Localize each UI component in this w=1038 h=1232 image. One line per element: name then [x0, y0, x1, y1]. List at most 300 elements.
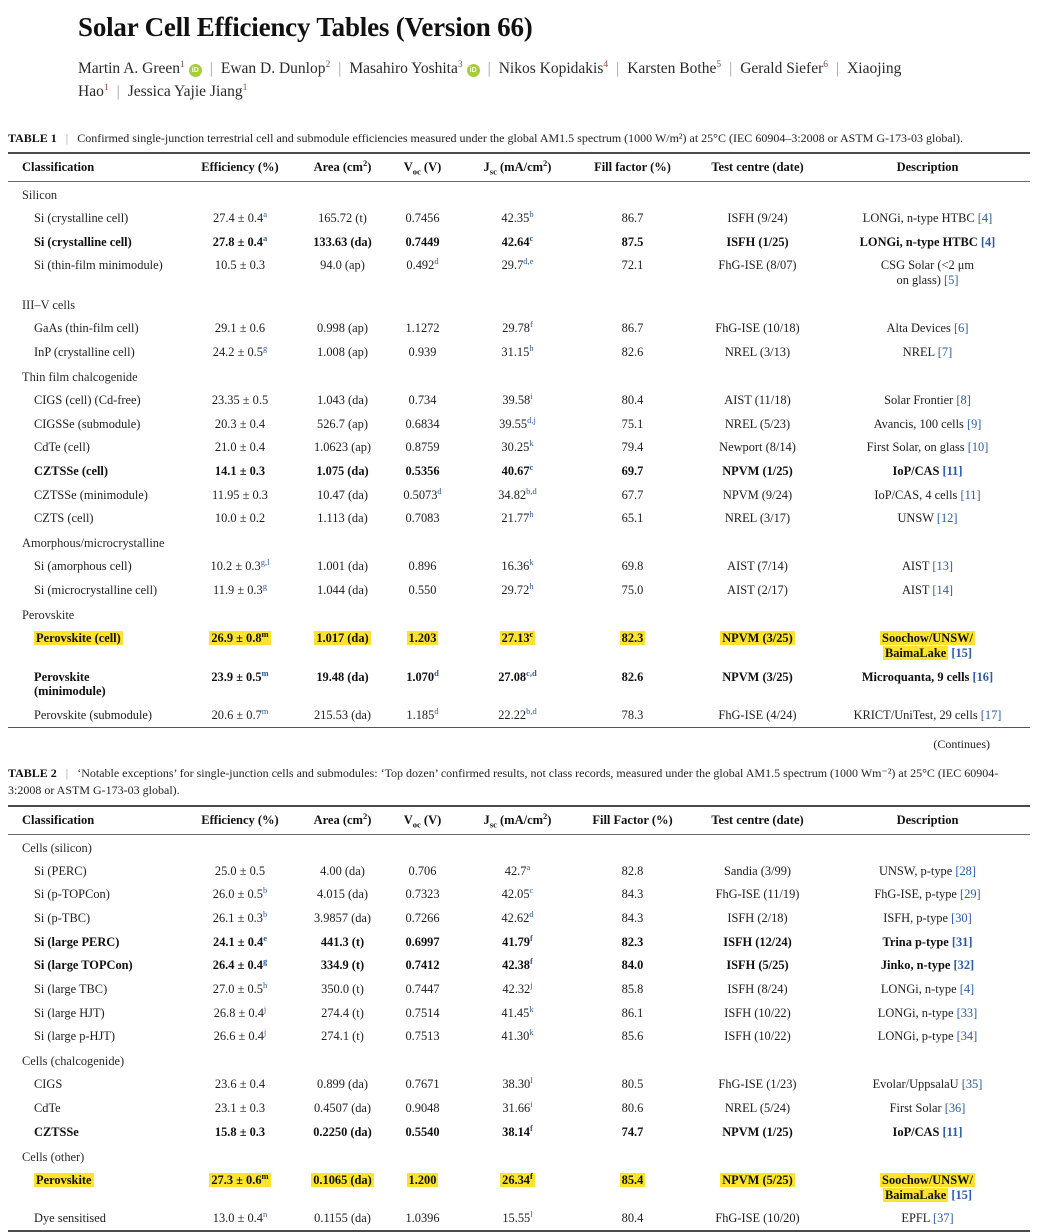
description-text: Trina p-type — [883, 935, 949, 949]
footnote-sup[interactable]: e — [263, 933, 267, 943]
reference-link[interactable]: [11] — [942, 464, 962, 478]
fill-factor-cell — [575, 412, 690, 436]
cell-value: 42.38$^f$ — [502, 958, 533, 972]
footnote-sup[interactable]: h — [263, 980, 267, 990]
table-row — [8, 436, 1030, 460]
footnote-sup[interactable]: f — [530, 319, 533, 329]
table-row — [8, 1207, 1030, 1232]
classification-text: Si (p-TBC) — [34, 911, 90, 925]
description-text: LONGi, n-type HTBC — [863, 211, 975, 225]
classification-cell — [8, 1120, 180, 1144]
footnote-sup[interactable]: a — [263, 209, 267, 219]
footnote-sup[interactable]: a — [263, 233, 267, 243]
description-text: FhG-ISE, p-type — [874, 887, 957, 901]
jsc-cell — [460, 459, 575, 483]
footnote-sup[interactable]: d,j — [527, 415, 536, 425]
classification-text: CIGS — [34, 1077, 62, 1091]
classification-cell — [8, 483, 180, 507]
reference-link[interactable]: [15] — [951, 646, 972, 660]
cell-value: FhG-ISE (10/20) — [715, 1211, 799, 1225]
area-cell — [300, 412, 385, 436]
cell-value: 0.9048 — [405, 1101, 439, 1115]
test-centre-cell — [690, 1168, 825, 1206]
table-caption-label: TABLE 2 — [8, 766, 57, 780]
fill-factor-cell — [575, 340, 690, 364]
footnote-sup[interactable]: g — [263, 343, 267, 353]
area-cell — [300, 930, 385, 954]
cell-value: 87.5 — [622, 235, 644, 249]
fill-factor-cell — [575, 1120, 690, 1144]
classification-cell — [8, 1001, 180, 1025]
voc-cell — [385, 627, 460, 665]
test-centre-cell — [690, 627, 825, 665]
reference-link[interactable]: [10] — [968, 440, 989, 454]
cell-value: 334.9 (t) — [321, 958, 364, 972]
reference-link[interactable]: [36] — [945, 1101, 966, 1115]
footnote-sup[interactable]: b — [263, 885, 267, 895]
classification-text: CdTe — [34, 1101, 61, 1115]
cell-value: 29.72$^h$ — [501, 583, 533, 597]
table-row — [8, 703, 1030, 727]
efficiency-cell — [180, 317, 300, 341]
description-cell — [825, 665, 1030, 703]
section-row — [8, 1144, 1030, 1169]
footnote-sup[interactable]: i — [530, 391, 532, 401]
classification-cell — [8, 579, 180, 603]
test-centre-cell — [690, 230, 825, 254]
footnote-sup[interactable]: c — [530, 885, 534, 895]
cell-value: 75.0 — [622, 583, 644, 597]
footnote-sup[interactable]: l — [530, 1075, 532, 1085]
cell-value: Sandia (3/99) — [724, 864, 791, 878]
classification-text: CZTSSe — [34, 1125, 79, 1139]
fill-factor-cell — [575, 1168, 690, 1206]
cell-value: 0.6997 — [405, 935, 439, 949]
voc-cell — [385, 436, 460, 460]
cell-value: 42.64$^c$ — [502, 235, 534, 249]
cell-value: 86.1 — [622, 1006, 644, 1020]
footnote-sup[interactable]: i — [530, 1099, 532, 1109]
footnote-sup[interactable]: j — [264, 1027, 266, 1037]
cell-value: 1.113 (da) — [317, 511, 367, 525]
description-text: LONGi, n-type — [878, 1006, 954, 1020]
footnote-sup[interactable]: g,l — [261, 557, 270, 567]
footnote-sup[interactable]: f — [530, 1171, 533, 1181]
fill-factor-cell — [575, 207, 690, 231]
footnote-sup[interactable]: d,e — [523, 256, 533, 266]
jsc-cell — [460, 1168, 575, 1206]
area-cell — [300, 579, 385, 603]
fill-factor-cell — [575, 1073, 690, 1097]
description-cell — [825, 436, 1030, 460]
author-name: Xiaojing Hao$^1$ — [78, 60, 901, 100]
section-label: Cells (silicon) — [8, 834, 1030, 859]
cell-value: 0.2250 (da) — [313, 1125, 372, 1139]
description-text: Solar Frontier — [884, 393, 953, 407]
reference-link[interactable]: [13] — [932, 559, 953, 573]
area-cell — [300, 1120, 385, 1144]
classification-text: CZTS (cell) — [34, 511, 94, 525]
jsc-cell — [460, 907, 575, 931]
classification-cell — [8, 883, 180, 907]
cell-value: 26.0 ± 0.5$^b$ — [213, 887, 267, 901]
author-name: Martin A. Green$^1$ — [78, 60, 185, 77]
voc-cell — [385, 954, 460, 978]
description-text: NREL — [903, 345, 935, 359]
footnote-sup[interactable]: h — [529, 581, 533, 591]
cell-value: 85.6 — [622, 1029, 644, 1043]
cell-value: 34.82$^{b,d}$ — [498, 488, 537, 502]
test-centre-cell — [690, 1001, 825, 1025]
footnote-sup[interactable]: m — [262, 706, 269, 716]
author-affiliation-sup: 5 — [716, 60, 721, 70]
cell-value: 0.8759 — [405, 440, 439, 454]
fill-factor-cell — [575, 507, 690, 531]
voc-cell — [385, 703, 460, 727]
cell-value: 82.3 — [620, 631, 646, 645]
jsc-cell — [460, 412, 575, 436]
section-row — [8, 530, 1030, 555]
footnote-sup[interactable]: k — [529, 557, 533, 567]
classification-cell — [8, 665, 180, 703]
classification-text: Si (p-TOPCon) — [34, 887, 110, 901]
table-row — [8, 1073, 1030, 1097]
cell-value: 11.95 ± 0.3 — [212, 488, 268, 502]
description-text: ISFH, p-type — [883, 911, 948, 925]
cell-value: 0.7513 — [405, 1029, 439, 1043]
description-text: IoP/CAS — [893, 1125, 940, 1139]
cell-value: 72.1 — [622, 258, 644, 272]
column-header: $J_{sc}$ $(mA/cm^2)$ — [460, 806, 575, 835]
caption-divider: | — [66, 766, 68, 780]
reference-link[interactable]: [30] — [951, 911, 972, 925]
description-cell — [825, 883, 1030, 907]
area-cell — [300, 483, 385, 507]
test-centre-cell — [690, 579, 825, 603]
voc-cell — [385, 907, 460, 931]
footnote-sup[interactable]: b,d — [526, 706, 537, 716]
voc-cell — [385, 665, 460, 703]
footnote-sup[interactable]: n — [263, 1209, 267, 1219]
footnote-sup[interactable]: d — [437, 485, 441, 495]
cell-value: 0.492$^d$ — [406, 258, 438, 272]
cell-value: 40.67$^c$ — [502, 464, 534, 478]
cell-value: 85.4 — [620, 1173, 646, 1187]
cell-value: 0.939 — [409, 345, 437, 359]
fill-factor-cell — [575, 907, 690, 931]
footnote-sup[interactable]: d — [434, 706, 438, 716]
cell-value: 42.32$^j$ — [502, 982, 532, 996]
classification-text: CdTe (cell) — [34, 440, 90, 454]
fill-factor-cell — [575, 859, 690, 883]
jsc-cell — [460, 1097, 575, 1121]
description-text: KRICT/UniTest, 29 cells — [854, 708, 978, 722]
reference-link[interactable]: [37] — [933, 1211, 954, 1225]
cell-value: 0.6834 — [405, 417, 439, 431]
footnote-sup[interactable]: j — [530, 980, 532, 990]
footnote-sup[interactable]: d — [529, 909, 533, 919]
footnote-sup[interactable]: b — [529, 209, 533, 219]
area-cell — [300, 1097, 385, 1121]
test-centre-cell — [690, 317, 825, 341]
table-row — [8, 665, 1030, 703]
section-row — [8, 1048, 1030, 1073]
orcid-icon[interactable]: iD — [189, 64, 202, 77]
cell-value: 350.0 (t) — [321, 982, 364, 996]
area-cell — [300, 254, 385, 292]
table-row — [8, 412, 1030, 436]
fill-factor-cell — [575, 317, 690, 341]
voc-cell — [385, 883, 460, 907]
fill-factor-cell — [575, 977, 690, 1001]
caption-divider: | — [66, 131, 68, 145]
reference-link[interactable]: [31] — [952, 935, 973, 949]
reference-link[interactable]: [28] — [955, 864, 976, 878]
cell-value: $23.9 \pm 0.5^m$ — [211, 670, 268, 684]
table-row — [8, 579, 1030, 603]
classification-cell — [8, 317, 180, 341]
efficiency-cell — [180, 883, 300, 907]
footnote-sup[interactable]: f — [530, 956, 533, 966]
test-centre-cell — [690, 340, 825, 364]
voc-cell — [385, 859, 460, 883]
footnote-sup[interactable]: c — [530, 233, 534, 243]
voc-cell — [385, 1168, 460, 1206]
reference-link[interactable]: [9] — [967, 417, 981, 431]
cell-value: 27.4 ± 0.4$^a$ — [213, 211, 267, 225]
classification-text: Si (large TOPCon) — [34, 958, 133, 972]
reference-link[interactable]: [15] — [951, 1188, 972, 1202]
table-row — [8, 1120, 1030, 1144]
description-text: Alta Devices — [887, 321, 951, 335]
author-separator: | — [729, 60, 732, 77]
cell-value: 1.1272 — [405, 321, 439, 335]
cell-value: 1.008 (ap) — [317, 345, 368, 359]
table-row — [8, 317, 1030, 341]
efficiency-cell — [180, 389, 300, 413]
footnote-sup[interactable]: j — [264, 1003, 266, 1013]
description-text: Evolar/UppsalaU — [873, 1077, 959, 1091]
table-caption-text: ‘Notable exceptions’ for single-junction cells and submodules: ‘Top dozen’ confirmed results, not class records, measured under the global AM1.5 spectrum (1000 Wm⁻²) at 25°C (IEC 60904-3:2008 or ASTM G-173-03 global). — [8, 766, 998, 797]
description-text: AIST — [902, 583, 929, 597]
classification-cell — [8, 555, 180, 579]
reference-link[interactable]: [33] — [957, 1006, 978, 1020]
cell-value: $26.6 \pm 0.4^j$ — [214, 1029, 267, 1043]
footnote-sup[interactable]: h — [529, 509, 533, 519]
description-cell — [825, 859, 1030, 883]
cell-value: NREL (5/24) — [725, 1101, 790, 1115]
reference-link[interactable]: [12] — [937, 511, 958, 525]
reference-link[interactable]: [16] — [972, 670, 993, 684]
footnote-sup[interactable]: f — [530, 933, 533, 943]
classification-text: Si (large PERC) — [34, 935, 119, 949]
classification-cell — [8, 230, 180, 254]
voc-cell — [385, 207, 460, 231]
footnote-sup[interactable]: l — [530, 1209, 532, 1219]
footnote-sup[interactable]: d — [434, 667, 439, 677]
author-affiliation-sup: 3 — [458, 60, 463, 70]
classification-cell — [8, 1097, 180, 1121]
description-text: Avancis, 100 cells — [874, 417, 964, 431]
cell-value: 42.05$^c$ — [502, 887, 534, 901]
reference-link[interactable]: [11] — [960, 488, 980, 502]
reference-link[interactable]: [14] — [932, 583, 953, 597]
cell-value: 215.53 (da) — [314, 708, 371, 722]
reference-link[interactable]: [29] — [960, 887, 981, 901]
voc-cell — [385, 1025, 460, 1049]
footnote-sup[interactable]: h — [529, 343, 533, 353]
reference-link[interactable]: [32] — [954, 958, 975, 972]
cell-value: 79.4 — [622, 440, 644, 454]
jsc-cell — [460, 317, 575, 341]
cell-value: 10.47 (da) — [317, 488, 368, 502]
footnote-sup[interactable]: c,d — [526, 667, 537, 677]
table-row — [8, 930, 1030, 954]
orcid-icon[interactable]: iD — [467, 64, 480, 77]
jsc-cell — [460, 555, 575, 579]
cell-value: NREL (3/17) — [725, 511, 790, 525]
cell-value: 1.043 (da) — [317, 393, 368, 407]
reference-link[interactable]: [4] — [960, 982, 974, 996]
footnote-sup[interactable]: m — [262, 1171, 269, 1181]
efficiency-cell — [180, 459, 300, 483]
area-cell — [300, 977, 385, 1001]
footnote-sup[interactable]: b,d — [526, 485, 537, 495]
voc-cell — [385, 254, 460, 292]
tables-container — [0, 130, 1038, 1232]
classification-text: Dye sensitised — [34, 1211, 106, 1225]
author-name: Ewan D. Dunlop$^2$ — [221, 60, 330, 77]
cell-value: 15.8 ± 0.3 — [215, 1125, 265, 1139]
voc-cell — [385, 483, 460, 507]
efficiency-cell — [180, 627, 300, 665]
jsc-cell — [460, 703, 575, 727]
table-caption-text: Confirmed single-junction terrestrial cell and submodule efficiencies measured under the global AM1.5 spectrum (1000 W/m²) at 25°C (IEC 60904–3:2008 or ASTM G-173-03 global). — [77, 131, 963, 145]
area-cell — [300, 1168, 385, 1206]
fill-factor-cell — [575, 254, 690, 292]
footnote-sup[interactable]: a — [526, 862, 530, 872]
cell-value: 0.899 (da) — [317, 1077, 368, 1091]
description-text: EPFL — [901, 1211, 929, 1225]
jsc-cell — [460, 340, 575, 364]
reference-link[interactable]: [34] — [957, 1029, 978, 1043]
description-cell — [825, 555, 1030, 579]
cell-value: 0.734 — [409, 393, 437, 407]
classification-cell — [8, 1168, 180, 1206]
cell-value: 1.0396 — [405, 1211, 439, 1225]
author-affiliation-sup: 6 — [823, 60, 828, 70]
reference-link[interactable]: [7] — [938, 345, 952, 359]
reference-link[interactable]: [4] — [978, 211, 992, 225]
footnote-sup[interactable]: k — [529, 438, 533, 448]
test-centre-cell — [690, 883, 825, 907]
section-label: Perovskite — [8, 602, 1030, 627]
column-header: Efficiency (%) — [180, 806, 300, 835]
section-row — [8, 834, 1030, 859]
table-row — [8, 555, 1030, 579]
cell-value: $13.0 \pm 0.4^n$ — [213, 1211, 267, 1225]
cell-value: 10.5 ± 0.3 — [215, 258, 265, 272]
column-header: Area $(cm^2)$ — [300, 806, 385, 835]
cell-value: 80.6 — [622, 1101, 644, 1115]
cell-value: 1.017 (da) — [314, 631, 370, 645]
fill-factor-cell — [575, 230, 690, 254]
footnote-sup[interactable]: m — [262, 629, 269, 639]
footnote-sup[interactable]: m — [262, 667, 269, 677]
efficiency-cell — [180, 977, 300, 1001]
cell-value: FhG-ISE (10/18) — [715, 321, 799, 335]
data-table — [8, 152, 1030, 728]
reference-link[interactable]: [6] — [954, 321, 968, 335]
footnote-sup[interactable]: f — [530, 1123, 533, 1133]
description-cell — [825, 230, 1030, 254]
classification-text: Si (thin-film minimodule) — [34, 258, 163, 272]
reference-link[interactable]: [11] — [942, 1125, 962, 1139]
author-separator: | — [488, 60, 491, 77]
description-cell — [825, 977, 1030, 1001]
footnote-sup[interactable]: k — [529, 1027, 533, 1037]
footnote-sup[interactable]: d — [434, 256, 438, 266]
table-row — [8, 627, 1030, 665]
footnote-sup[interactable]: c — [530, 462, 534, 472]
table-row — [8, 883, 1030, 907]
cell-value: 29.1 ± 0.6 — [215, 321, 265, 335]
footnote-sup[interactable]: c — [530, 629, 534, 639]
cell-value: 27.13$^c$ — [500, 631, 536, 645]
reference-link[interactable]: [4] — [981, 235, 995, 249]
footnote-sup[interactable]: g — [263, 956, 267, 966]
description-cell — [825, 1073, 1030, 1097]
classification-cell — [8, 703, 180, 727]
voc-cell — [385, 579, 460, 603]
area-cell — [300, 317, 385, 341]
cell-value: 441.3 (t) — [321, 935, 364, 949]
reference-link[interactable]: [17] — [981, 708, 1002, 722]
description-cell — [825, 1120, 1030, 1144]
voc-cell — [385, 317, 460, 341]
voc-cell — [385, 555, 460, 579]
jsc-cell — [460, 579, 575, 603]
footnote-sup[interactable]: k — [529, 1003, 533, 1013]
description-cell — [825, 627, 1030, 665]
table-row — [8, 230, 1030, 254]
test-centre-cell — [690, 930, 825, 954]
jsc-cell — [460, 627, 575, 665]
cell-value: 14.1 ± 0.3 — [215, 464, 265, 478]
reference-link[interactable]: [35] — [962, 1077, 983, 1091]
description-text: BaimaLake — [883, 1188, 948, 1202]
test-centre-cell — [690, 1120, 825, 1144]
jsc-cell — [460, 1073, 575, 1097]
footnote-sup[interactable]: g — [263, 581, 267, 591]
cell-value: 1.001 (da) — [317, 559, 368, 573]
test-centre-cell — [690, 977, 825, 1001]
footnote-sup[interactable]: b — [263, 909, 267, 919]
column-header: Classification — [8, 806, 180, 835]
cell-value: 11.9 ± 0.3$^g$ — [213, 583, 267, 597]
cell-value: FhG-ISE (11/19) — [716, 887, 800, 901]
cell-value: FhG-ISE (8/07) — [718, 258, 796, 272]
cell-value: 67.7 — [622, 488, 644, 502]
efficiency-cell — [180, 555, 300, 579]
cell-value: 1.044 (da) — [317, 583, 368, 597]
classification-text: InP (crystalline cell) — [34, 345, 135, 359]
reference-link[interactable]: [5] — [944, 273, 958, 287]
reference-link[interactable]: [8] — [956, 393, 970, 407]
voc-cell — [385, 1073, 460, 1097]
efficiency-cell — [180, 412, 300, 436]
description-text: LONGi, n-type — [881, 982, 957, 996]
